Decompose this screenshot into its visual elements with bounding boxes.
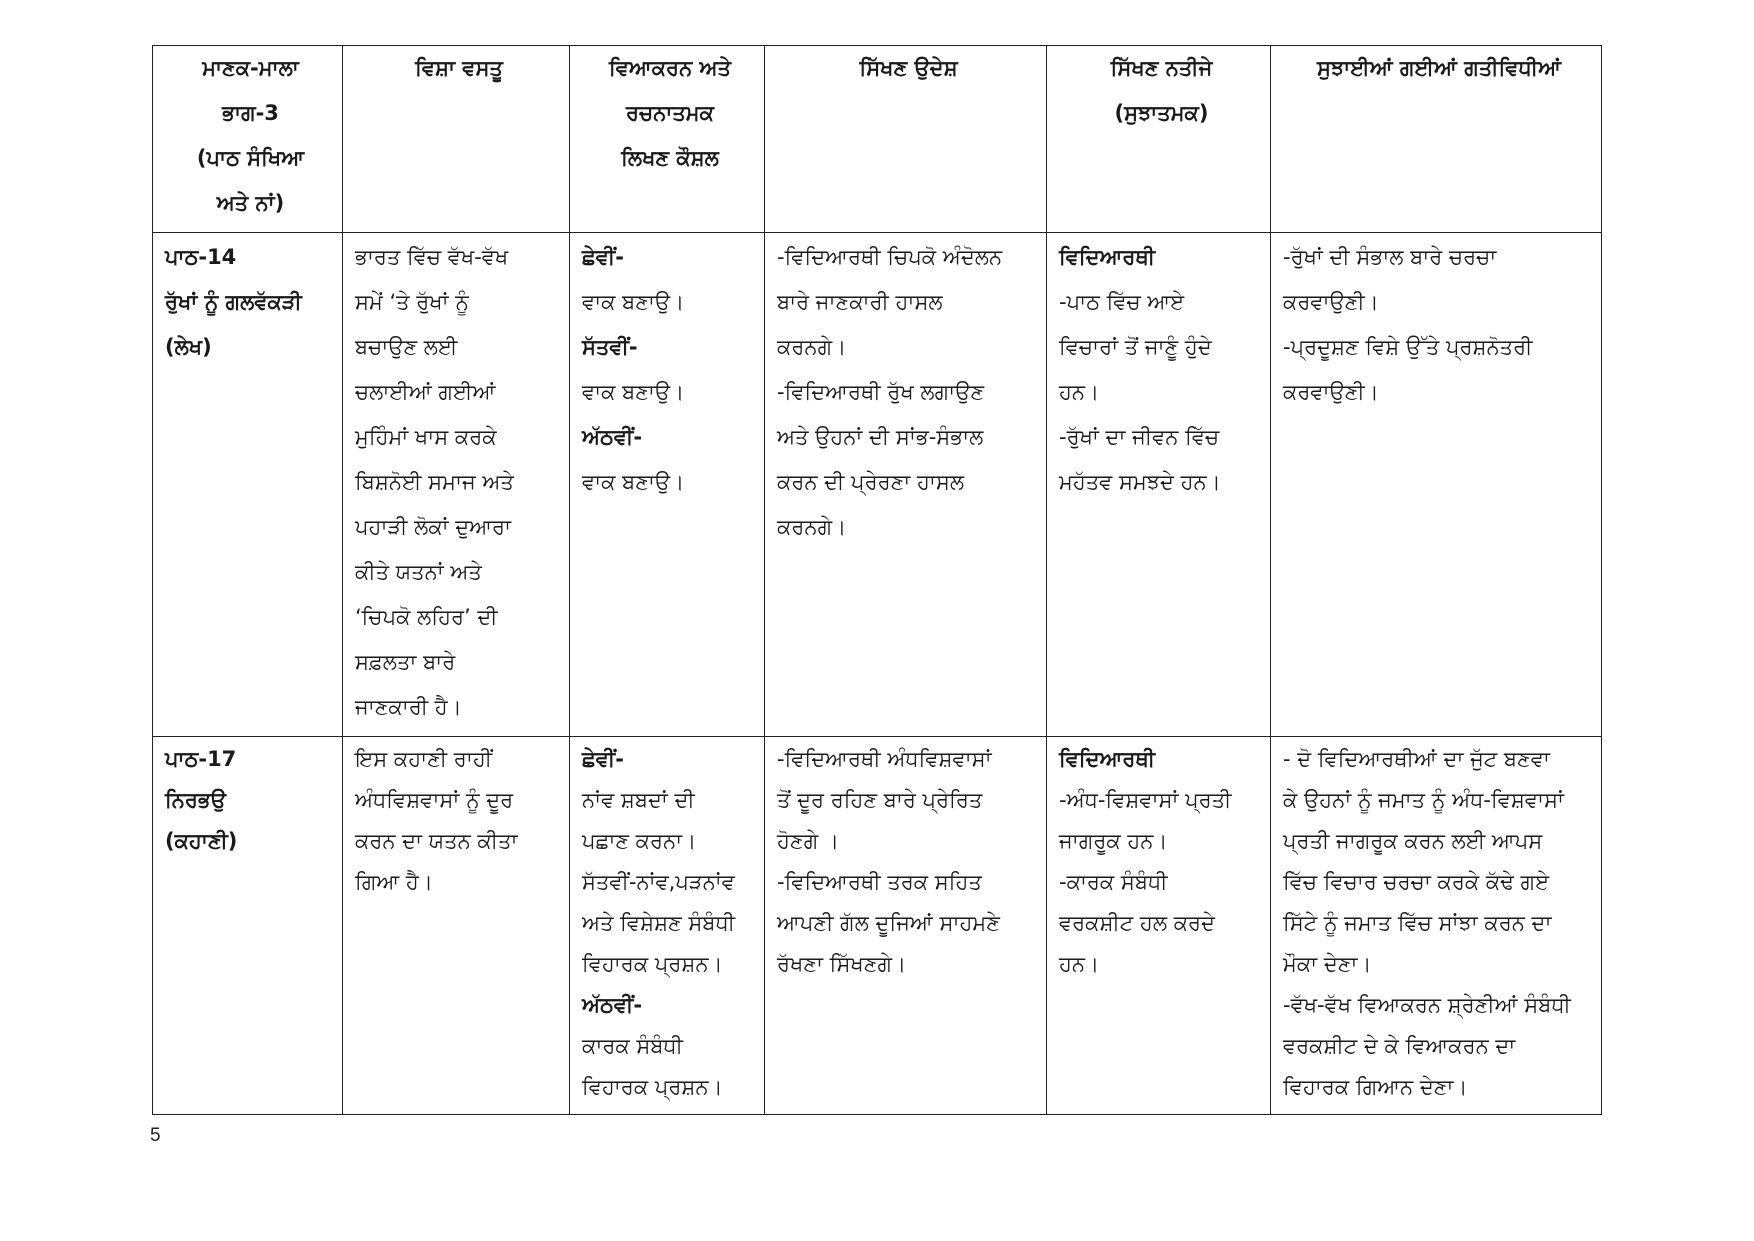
cell-grammar: ਛੇਵੀਂ- ਨਾਂਵ ਸ਼ਬਦਾਂ ਦੀ ਪਛਾਣ ਕਰਨਾ। ਸੱਤਵੀਂ-ਨਾਂਵ,ਪੜਨਾਂਵ ਅਤੇ ਵਿਸ਼ੇਸ਼ਣ ਸੰਬੰਧੀ ਵਿਹਾਰਕ ਪ੍ਰਸ਼ਨ। ਅੱਠਵੀਂ- ਕਾਰਕ ਸੰਬੰਧੀ ਵਿਹਾਰਕ ਪ੍ਰਸ਼ਨ।: [570, 737, 765, 1115]
page-number: 5: [150, 1125, 161, 1146]
cell-activities: -ਰੁੱਖਾਂ ਦੀ ਸੰਭਾਲ ਬਾਰੇ ਚਰਚਾ ਕਰਵਾਉਣੀ। -ਪ੍ਰਦੂਸ਼ਣ ਵਿਸ਼ੇ ਉੱਤੇ ਪ੍ਰਸ਼ਨੋਤਰੀ ਕਰਵਾਉਣੀ।: [1271, 233, 1602, 737]
table-row: [153, 737, 1602, 1115]
cell-lesson: ਪਾਠ-17 ਨਿਰਭਉ (ਕਹਾਣੀ): [153, 737, 343, 1115]
header-content: ਵਿਸ਼ਾ ਵਸਤੂ: [343, 46, 570, 233]
cell-lesson: ਪਾਠ-14 ਰੁੱਖਾਂ ਨੂੰ ਗਲਵੱਕੜੀ (ਲੇਖ): [153, 233, 343, 737]
table-row: [153, 233, 1602, 737]
header-objectives: ਸਿੱਖਣ ਉਦੇਸ਼: [765, 46, 1047, 233]
lesson-plan-table: [152, 45, 1602, 1115]
header-grammar: ਵਿਆਕਰਨ ਅਤੇ ਰਚਨਾਤਮਕ ਲਿਖਣ ਕੌਸ਼ਲ: [570, 46, 765, 233]
cell-objectives: -ਵਿਦਿਆਰਥੀ ਚਿਪਕੋ ਅੰਦੋਲਨ ਬਾਰੇ ਜਾਣਕਾਰੀ ਹਾਸਲ ਕਰਨਗੇ। -ਵਿਦਿਆਰਥੀ ਰੁੱਖ ਲਗਾਉਣ ਅਤੇ ਉਹਨਾਂ ਦੀ ਸਾਂਭ-ਸੰਭਾਲ ਕਰਨ ਦੀ ਪ੍ਰੇਰਣਾ ਹਾਸਲ ਕਰਨਗੇ।: [765, 233, 1047, 737]
cell-activities: - ਦੋ ਵਿਦਿਆਰਥੀਆਂ ਦਾ ਜੁੱਟ ਬਣਵਾ ਕੇ ਉਹਨਾਂ ਨੂੰ ਜਮਾਤ ਨੂੰ ਅੰਧ-ਵਿਸ਼ਵਾਸਾਂ ਪ੍ਰਤੀ ਜਾਗਰੂਕ ਕਰਨ ਲਈ ਆਪਸ ਵਿੱਚ ਵਿਚਾਰ ਚਰਚਾ ਕਰਕੇ ਕੱਢੇ ਗਏ ਸਿੱਟੇ ਨੂੰ ਜਮਾਤ ਵਿੱਚ ਸਾਂਝਾ ਕਰਨ ਦਾ ਮੌਕਾ ਦੇਣਾ। -ਵੱਖ-ਵੱਖ ਵਿਆਕਰਨ ਸ਼੍ਰੇਣੀਆਂ ਸੰਬੰਧੀ ਵਰਕਸ਼ੀਟ ਦੇ ਕੇ ਵਿਆਕਰਨ ਦਾ ਵਿਹਾਰਕ ਗਿਆਨ ਦੇਣਾ।: [1271, 737, 1602, 1115]
header-lesson: ਮਾਣਕ-ਮਾਲਾ ਭਾਗ-3 (ਪਾਠ ਸੰਖਿਆ ਅਤੇ ਨਾਂ): [153, 46, 343, 233]
cell-objectives: -ਵਿਦਿਆਰਥੀ ਅੰਧਵਿਸ਼ਵਾਸਾਂ ਤੋਂ ਦੂਰ ਰਹਿਣ ਬਾਰੇ ਪ੍ਰੇਰਿਤ ਹੋਣਗੇ । -ਵਿਦਿਆਰਥੀ ਤਰਕ ਸਹਿਤ ਆਪਣੀ ਗੱਲ ਦੂਜਿਆਂ ਸਾਹਮਣੇ ਰੱਖਣਾ ਸਿੱਖਣਗੇ।: [765, 737, 1047, 1115]
header-outcomes: ਸਿੱਖਣ ਨਤੀਜੇ (ਸੁਝਾਤਮਕ): [1047, 46, 1271, 233]
cell-content: ਭਾਰਤ ਵਿੱਚ ਵੱਖ-ਵੱਖ ਸਮੇਂ ‘ਤੇ ਰੁੱਖਾਂ ਨੂੰ ਬਚਾਉਣ ਲਈ ਚਲਾਈਆਂ ਗਈਆਂ ਮੁਹਿੰਮਾਂ ਖਾਸ ਕਰਕੇ ਬਿਸ਼ਨੋਈ ਸਮਾਜ ਅਤੇ ਪਹਾੜੀ ਲੋਕਾਂ ਦੁਆਰਾ ਕੀਤੇ ਯਤਨਾਂ ਅਤੇ ‘ਚਿਪਕੋ ਲਹਿਰ’ ਦੀ ਸਫ਼ਲਤਾ ਬਾਰੇ ਜਾਣਕਾਰੀ ਹੈ।: [343, 233, 570, 737]
cell-grammar: ਛੇਵੀਂ- ਵਾਕ ਬਣਾਉ। ਸੱਤਵੀਂ- ਵਾਕ ਬਣਾਉ। ਅੱਠਵੀਂ- ਵਾਕ ਬਣਾਉ।: [570, 233, 765, 737]
cell-content: ਇਸ ਕਹਾਣੀ ਰਾਹੀਂ ਅੰਧਵਿਸ਼ਵਾਸਾਂ ਨੂੰ ਦੂਰ ਕਰਨ ਦਾ ਯਤਨ ਕੀਤਾ ਗਿਆ ਹੈ।: [343, 737, 570, 1115]
cell-outcomes: ਵਿਦਿਆਰਥੀ -ਅੰਧ-ਵਿਸ਼ਵਾਸਾਂ ਪ੍ਰਤੀ ਜਾਗਰੂਕ ਹਨ। -ਕਾਰਕ ਸੰਬੰਧੀ ਵਰਕਸ਼ੀਟ ਹਲ ਕਰਦੇ ਹਨ।: [1047, 737, 1271, 1115]
table-header-row: [153, 46, 1602, 233]
cell-outcomes: ਵਿਦਿਆਰਥੀ -ਪਾਠ ਵਿੱਚ ਆਏ ਵਿਚਾਰਾਂ ਤੋਂ ਜਾਣੂੰ ਹੁੰਦੇ ਹਨ। -ਰੁੱਖਾਂ ਦਾ ਜੀਵਨ ਵਿੱਚ ਮਹੱਤਵ ਸਮਝਦੇ ਹਨ।: [1047, 233, 1271, 737]
header-activities: ਸੁਝਾਈਆਂ ਗਈਆਂ ਗਤੀਵਿਧੀਆਂ: [1271, 46, 1602, 233]
